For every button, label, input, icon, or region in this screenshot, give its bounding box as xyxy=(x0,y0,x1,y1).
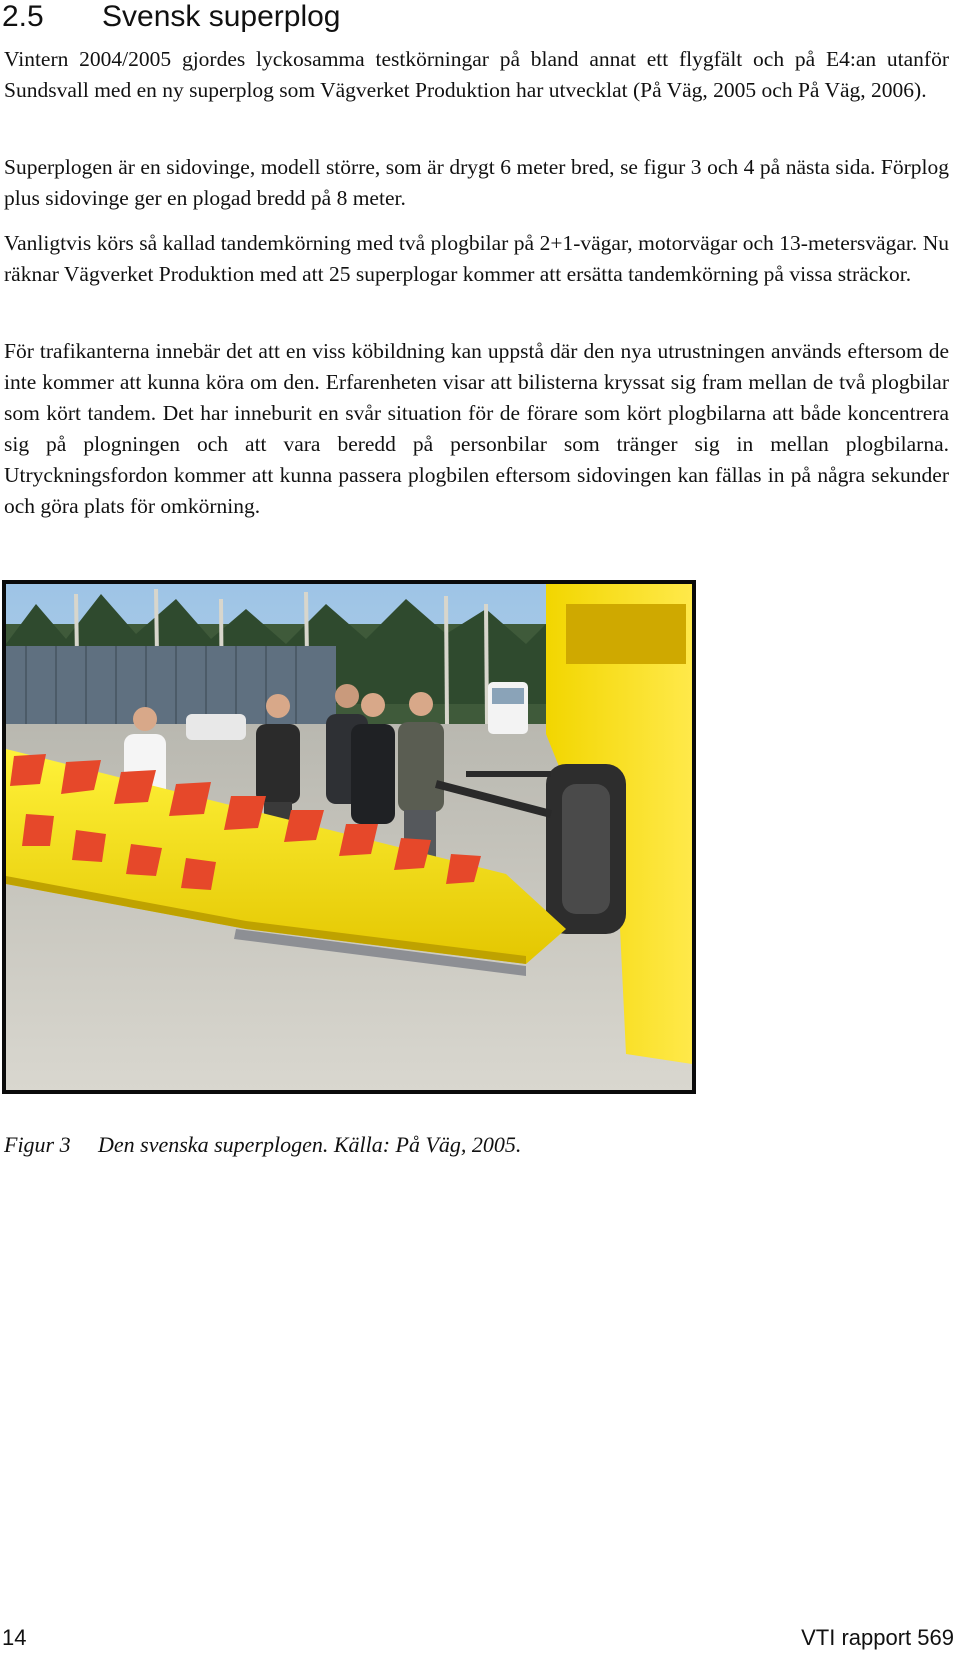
paragraph-1: Vintern 2004/2005 gjordes lyckosamma testkörningar på bland annat ett flygfält och på E4:an utanför Sundsvall med en ny superplog som Vägverket Produktion har utvecklat (På Väg, 2005 och På Väg, 2006). xyxy=(4,47,949,102)
section-title: Svensk superplog xyxy=(102,0,341,33)
report-name: VTI rapport 569 xyxy=(801,1625,954,1650)
section-number: 2.5 xyxy=(2,0,44,33)
figure-label: Figur 3 xyxy=(4,1132,71,1157)
paragraph-3: Vanligtvis körs så kallad tandemkörning med två plogbilar på 2+1-vägar, motorvägar och 13-metersvägar. Nu räknar Vägverket Produktion med att 25 superplogar kommer att ersätta tandemkörning på vissa sträckor. xyxy=(4,231,949,286)
snowplow-photo xyxy=(6,584,692,1090)
section-heading xyxy=(2,0,942,34)
figure-caption-text: Den svenska superplogen. Källa: På Väg, 2005. xyxy=(98,1132,522,1157)
paragraph-2: Superplogen är en sidovinge, modell större, som är drygt 6 meter bred, se figur 3 och 4 på nästa sida. Förplog plus sidovinge ger en plogad bredd på 8 meter. xyxy=(4,155,949,210)
figure-caption xyxy=(4,1130,904,1160)
paragraph-4: För trafikanterna innebär det att en viss köbildning kan uppstå där den nya utrustningen används eftersom de inte kommer att kunna köra om den. Erfarenheten visar att bilisterna kryssat sig fram mellan de två plogbilar som kört tandem. Det har inneburit en svår situation för de förare som kört plogbilarna att både koncentrera sig på plogningen och att vara beredd på personbilar som tränger sig in mellan plogbilarna. Utryckningsfordon kommer att kunna passera plogbilen eftersom sidovingen kan fällas in på några sekunder och göra plats för omkörning. xyxy=(4,339,949,518)
figure-photo-frame xyxy=(2,580,696,1094)
page-number: 14 xyxy=(2,1625,27,1650)
